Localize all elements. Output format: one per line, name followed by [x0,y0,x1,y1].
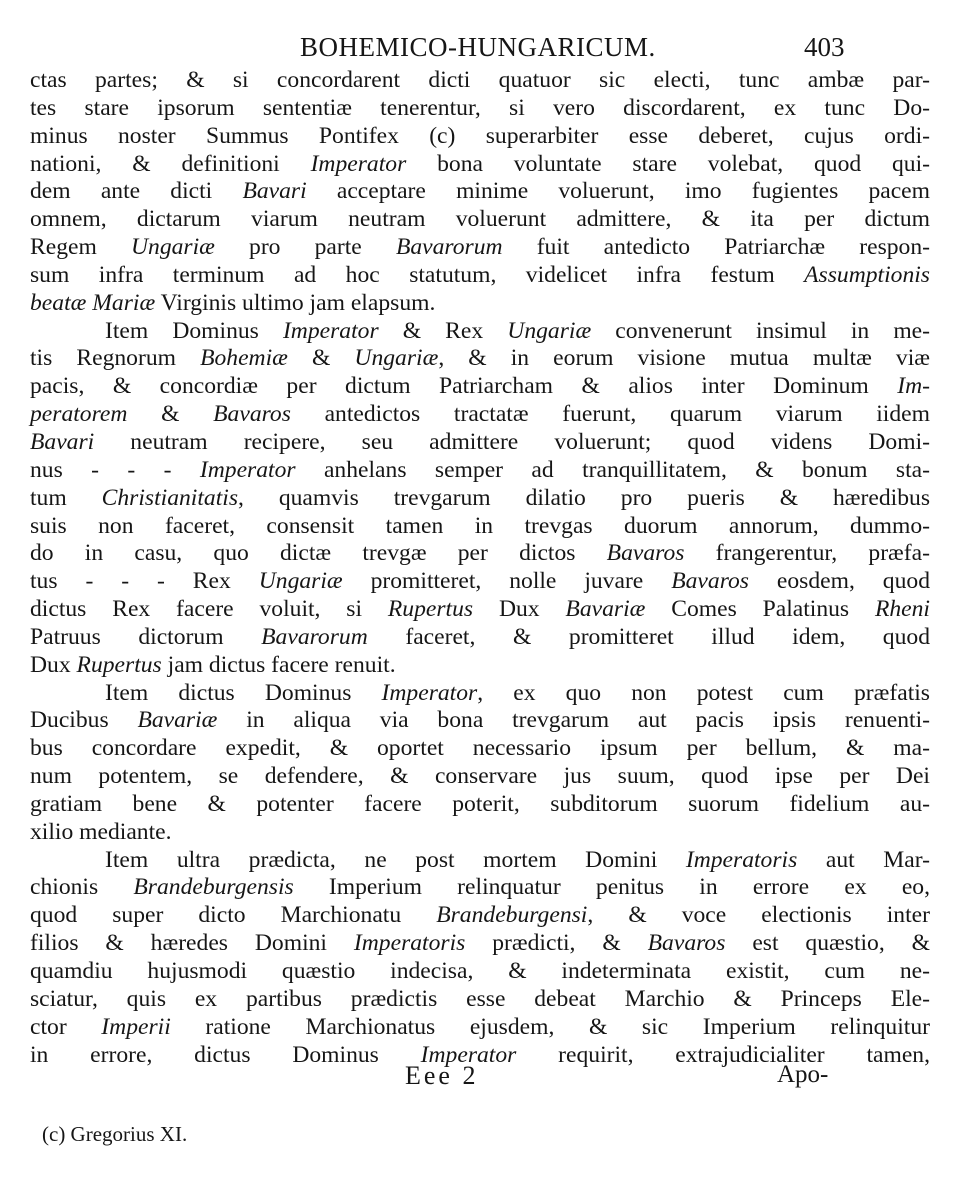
text-run: ctas partes; & si concordarent dicti quatuor sic electi, tunc ambæ par- [30,67,930,93]
text-line [30,986,930,1014]
text-run: chionis [30,874,134,901]
text-run: fuit antedicto Patriarchæ respon- [502,234,931,261]
text-run: Virginis ultimo jam elapsum. [155,289,436,316]
text-run: eosdem, quod [748,568,930,595]
text-line [30,262,930,290]
italic-text: Imperator [199,456,296,483]
italic-text: Bavaros [606,540,685,567]
text-run: tes stare ipsorum sententiæ tenerentur, si vero discordarent, ex tunc Do- [30,94,930,121]
italic-text: Bavariæ [137,707,218,734]
text-run: gratiam bene & potenter facere poterit, subditorum suorum fidelium au- [30,790,930,817]
text-run: dem ante dicti [30,178,243,205]
text-run: acceptare minime voluerunt, imo fugientes pacem [306,178,931,205]
text-run: pacis, & concordiæ per dictum Patriarcham & alios inter Dominum [30,373,898,400]
text-line [30,652,930,680]
text-run: Dux [473,596,566,623]
text-run: , quamvis trevgarum dilatio pro pueris & hæredibus [238,484,930,511]
italic-text: Rheni [874,596,930,623]
text-line [30,95,930,123]
italic-text: Bavaros [671,568,749,595]
italic-text: Imperatoris [685,846,798,873]
italic-text: beatæ Mariæ [30,289,156,316]
italic-text: Brandeburgensi [436,902,588,929]
text-line [30,513,930,541]
text-run: minus noster Summus Pontifex (c) superarbiter esse deberet, cujus ordi- [30,122,930,149]
text-run: num potentem, se defendere, & conservare jus suum, quod ipse per Dei [30,763,930,790]
text-run: do in casu, quo dictæ trevgæ per dictos [30,540,607,567]
text-line [30,401,930,429]
text-line [30,429,930,457]
page-footer [0,1061,960,1093]
text-run: , & voce electionis inter [587,902,930,929]
italic-text: Assumptionis [804,261,930,288]
text-run: pro parte [214,234,396,261]
italic-text: Bohemiæ [200,345,288,372]
text-run: , ex quo non potest cum præfatis [477,679,930,706]
text-line [30,540,930,568]
text-line [30,234,930,262]
text-run: in errore, dictus Dominus [30,1041,421,1068]
running-title: BOHEMICO-HUNGARICUM. [300,32,656,62]
text-run: est quæstio, & [725,930,931,957]
text-run: requirit, extrajudicialiter tamen, [516,1041,930,1068]
text-run: bus concordare expedit, & oportet necessario ipsum per bellum, & ma- [30,735,930,762]
italic-text: Ungariæ [354,345,439,372]
text-run: Ducibus [30,707,138,734]
italic-text: Bavarorum [261,623,368,650]
text-run: nus - - - [30,456,200,483]
text-run: filios & hæredes Domini [30,930,354,957]
text-line [30,707,930,735]
text-run: tis Regnorum [30,345,201,372]
italic-text: Ungariæ [258,568,343,595]
italic-text: Rupertus [76,651,162,678]
italic-text: Im- [897,373,930,400]
text-line [30,847,930,875]
page-header [0,32,960,72]
text-line [30,930,930,958]
italic-text: Bavari [242,178,307,205]
text-line [30,457,930,485]
italic-text: Imperator [420,1041,517,1068]
text-line [30,151,930,179]
italic-text: Bavaros [647,930,726,957]
text-run: prædicti, & [465,930,648,957]
text-run: ratione Marchionatus ejusdem, & sic Imperium relinquitur [170,1013,930,1040]
text-run: in aliqua via bona trevgarum aut pacis ipsis renuenti- [217,707,930,734]
text-run: & Rex [378,317,508,344]
text-run: Dux [30,651,77,678]
italic-text: Brandeburgensis [133,874,294,901]
text-run: anhelans semper ad tranquillitatem, & bonum sta- [295,456,930,483]
text-run: sciatur, quis ex partibus prædictis esse debeat Marchio & Princeps Ele- [30,985,930,1012]
text-run: nationi, & definitioni [30,150,311,177]
text-line [30,735,930,763]
italic-text: Imperator [381,679,478,706]
text-run: tum [30,484,102,511]
text-line [30,874,930,902]
text-line [30,67,930,95]
printer-signature: Eee 2 [405,1061,479,1090]
text-run: Item Dominus [105,317,283,344]
italic-text: Bavari [30,428,95,455]
text-run: aut Mar- [797,846,930,873]
text-line [30,819,930,847]
text-run: xilio mediante. [30,818,172,845]
text-run: suis non faceret, consensit tamen in trevgas duorum annorum, dummo- [30,512,930,539]
text-run: quamdiu hujusmodi quæstio indecisa, & indeterminata existit, cum ne- [30,958,930,984]
text-run: Imperium relinquatur penitus in errore ex eo, [293,874,930,901]
text-run: neutram recipere, seu admittere voluerunt; quod videns Domi- [94,428,930,455]
text-run: Item ultra prædicta, ne post mortem Domini [105,846,686,873]
italic-text: Imperii [101,1013,171,1040]
text-line [30,1014,930,1042]
italic-text: Imperator [310,150,407,177]
text-line [30,958,930,986]
text-line [30,596,930,624]
text-line [30,680,930,708]
text-run: dictus Rex facere voluit, si [30,596,388,623]
page-number: 403 [804,32,845,62]
text-run: frangerentur, præfa- [684,540,930,567]
text-run: Comes Palatinus [645,596,875,623]
text-run: bona voluntate stare volebat, quod qui- [406,150,931,177]
italic-text: Bavaros [213,401,291,428]
text-line [30,318,930,346]
text-line [30,485,930,513]
text-line [30,902,930,930]
text-line [30,373,930,401]
text-line [30,206,930,234]
text-run: sum infra terminum ad hoc statutum, videlicet infra festum [30,261,805,288]
text-line [30,763,930,791]
text-run: jam dictus facere renuit. [161,651,396,678]
text-line [30,290,930,318]
text-run: ctor [30,1013,102,1040]
italic-text: Bavarorum [395,234,503,261]
italic-text: Rupertus [387,596,474,623]
text-run: omnem, dictarum viarum neutram voluerunt admittere, & ita per dictum [30,206,930,233]
text-run: tus - - - Rex [30,568,259,595]
italic-text: Christianitatis [101,484,238,511]
text-line [30,178,930,206]
text-line [30,624,930,652]
italic-text: peratorem [30,401,128,428]
italic-text: Bavariæ [565,596,646,623]
text-line [30,568,930,596]
footnote: (c) Gregorius XI. [42,1122,188,1146]
text-run: Patruus dictorum [30,623,262,650]
text-line [30,345,930,373]
catchword: Apo- [777,1061,829,1088]
text-run: Regem [30,234,131,261]
italic-text: Imperatoris [353,930,466,957]
body-text [30,67,930,1069]
text-run: quod super dicto Marchionatu [30,902,437,929]
text-run: & [127,401,214,428]
italic-text: Ungariæ [130,234,215,261]
text-run: promitteret, nolle juvare [342,568,672,595]
text-run: faceret, & promitteret illud idem, quod [367,623,930,650]
text-run: & [287,345,355,372]
text-run: , & in eorum visione mutua multæ viæ [438,345,930,372]
italic-text: Ungariæ [507,317,592,344]
text-run: convenerunt insimul in me- [591,317,930,344]
text-line [30,123,930,151]
text-run: antedictos tractatæ fuerunt, quarum viarum iidem [290,401,930,428]
text-line [30,791,930,819]
text-run: Item dictus Dominus [105,679,382,706]
italic-text: Imperator [282,317,379,344]
